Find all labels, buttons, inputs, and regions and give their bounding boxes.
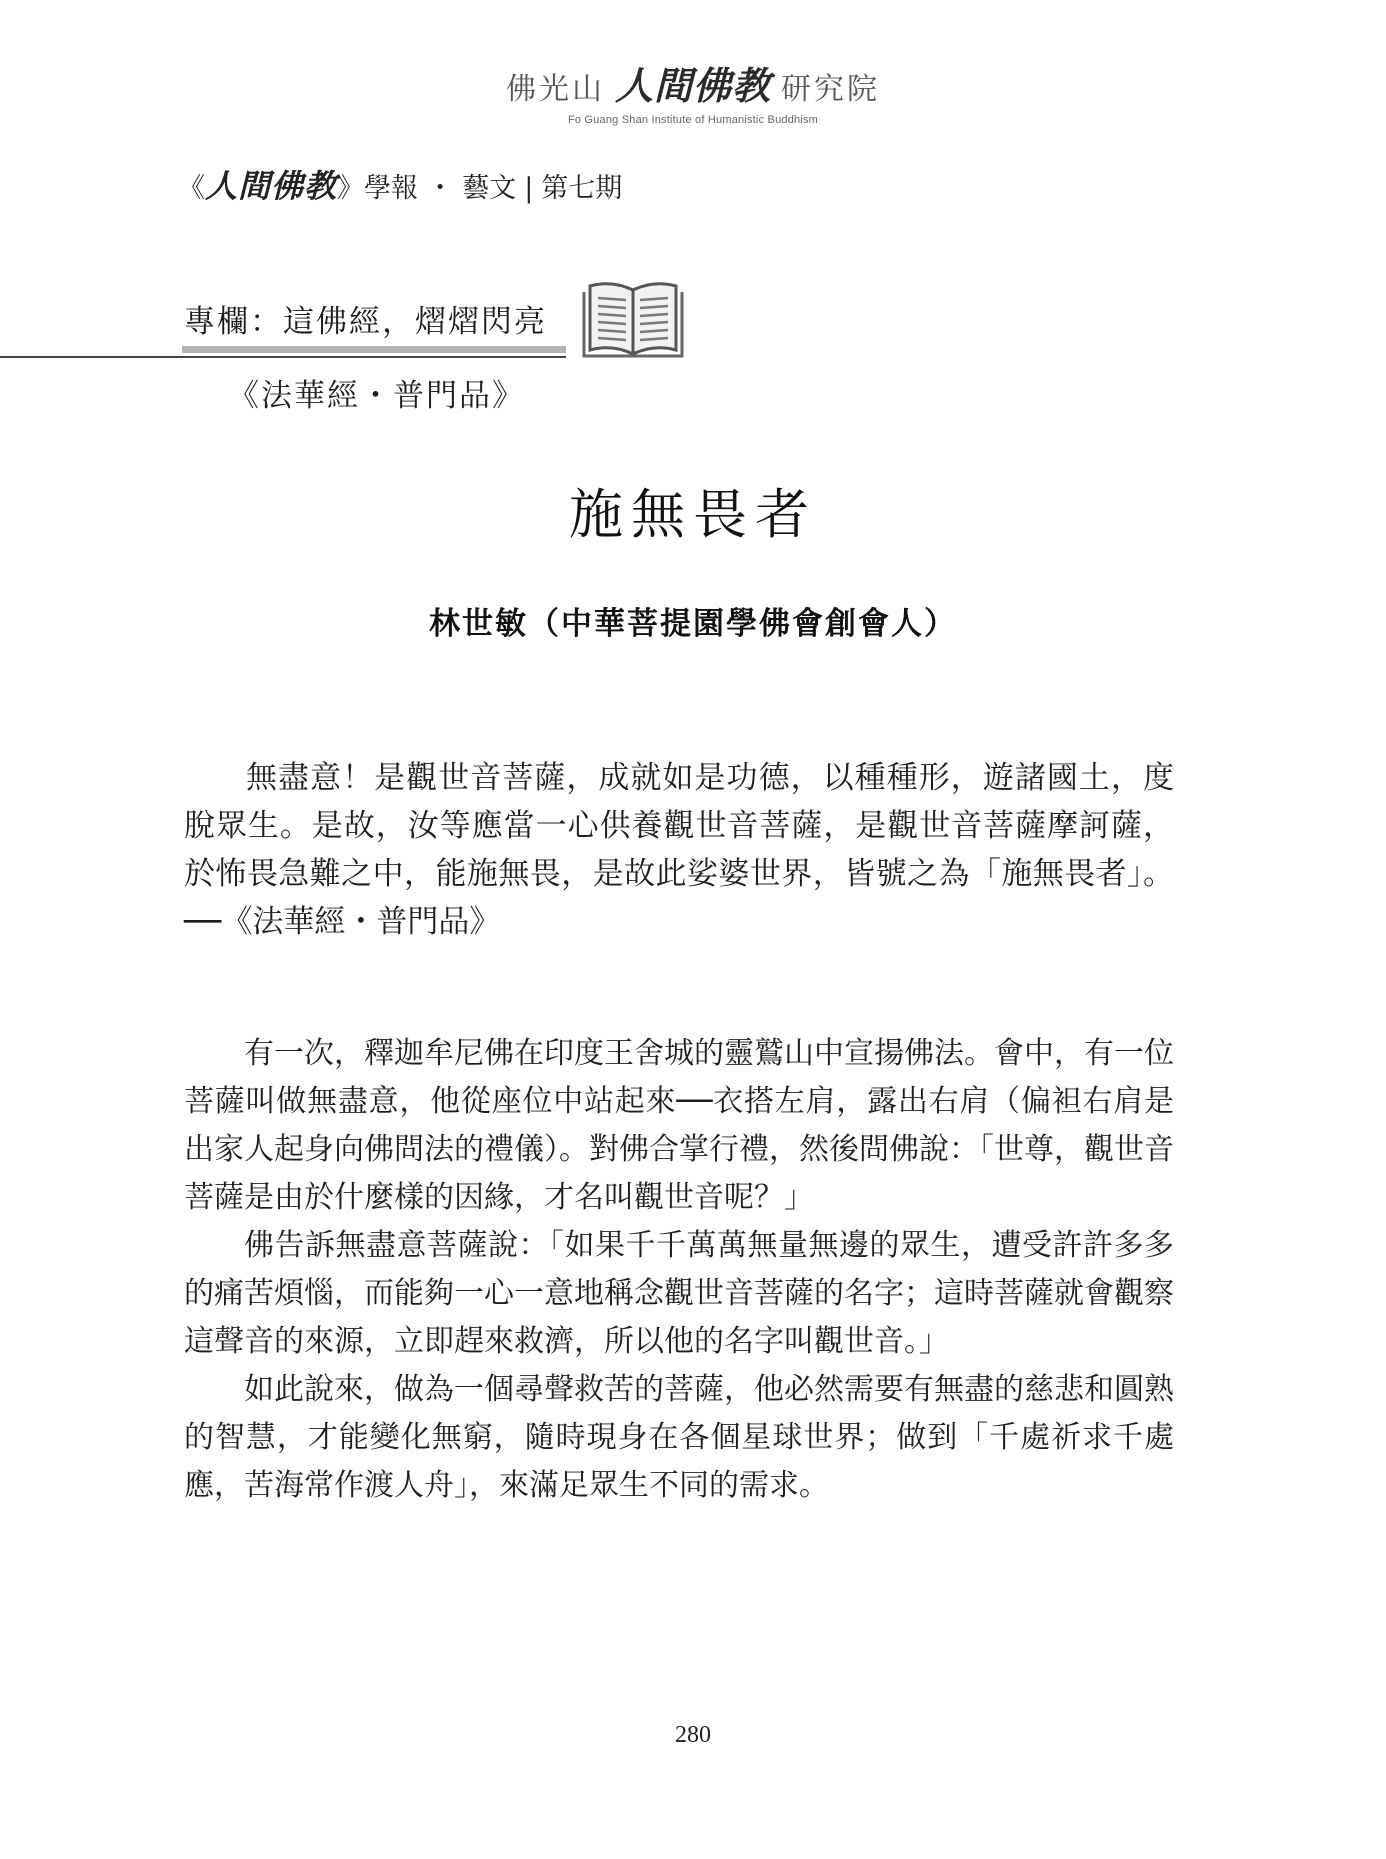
institute-prefix: 佛光山	[505, 72, 605, 107]
institute-header	[0, 63, 1386, 126]
journal-open-bracket: 《	[178, 173, 205, 204]
institute-name	[0, 63, 1386, 110]
journal-running-head	[178, 166, 622, 209]
column-underline-grey	[182, 346, 566, 353]
institute-english-name: Fo Guang Shan Institute of Humanistic Buddhism	[567, 114, 819, 126]
column-subtitle: 《法華經・普門品》	[228, 378, 525, 414]
scripture-quote	[184, 754, 1174, 946]
column-underline-rule	[0, 356, 566, 358]
institute-logo-text: 人間佛教	[614, 63, 771, 108]
quote-text: 無盡意！是觀世音菩薩，成就如是功德，以種種形，遊諸國土，度脫眾生。是故，汝等應當一心供養觀世音菩薩，是觀世音菩薩摩訶薩，於怖畏急難之中，能施無畏，是故此娑婆世界，皆號之為「施無畏者」。──《法華經・普門品》	[184, 760, 1174, 940]
body-paragraph: 佛告訴無盡意菩薩說：「如果千千萬萬無量無邊的眾生，遭受許許多多的痛苦煩惱，而能夠一心一意地稱念觀世音菩薩的名字；這時菩薩就會觀察這聲音的來源，立即趕來救濟，所以他的名字叫觀世音。」	[184, 1228, 1174, 1359]
journal-section: 》學報 ・ 藝文	[337, 173, 517, 204]
journal-name: 人間佛教	[205, 167, 338, 205]
journal-divider: |	[524, 173, 534, 204]
page-number: 280	[675, 1722, 711, 1748]
column-title: 專欄：這佛經，熠熠閃亮	[184, 304, 547, 340]
article-body	[184, 1030, 1174, 1510]
body-paragraph: 如此說來，做為一個尋聲救苦的菩薩，他必然需要有無盡的慈悲和圓熟的智慧，才能變化無窮，隨時現身在各個星球世界；做到「千處祈求千處應，苦海常作渡人舟」，來滿足眾生不同的需求。	[184, 1372, 1174, 1503]
article-title: 施無畏者	[569, 483, 817, 546]
institute-suffix: 研究院	[781, 72, 880, 107]
article-author: 林世敏（中華菩提園學佛會創會人）	[429, 606, 957, 642]
open-book-icon	[580, 276, 686, 360]
body-paragraph: 有一次，釋迦牟尼佛在印度王舍城的靈鷲山中宣揚佛法。會中，有一位菩薩叫做無盡意，他從座位中站起來──衣搭左肩，露出右肩（偏袒右肩是出家人起身向佛問法的禮儀）。對佛合掌行禮，然後問佛說：「世尊，觀世音菩薩是由於什麼樣的因緣，才名叫觀世音呢？」	[184, 1036, 1174, 1215]
journal-issue: 第七期	[541, 173, 623, 204]
